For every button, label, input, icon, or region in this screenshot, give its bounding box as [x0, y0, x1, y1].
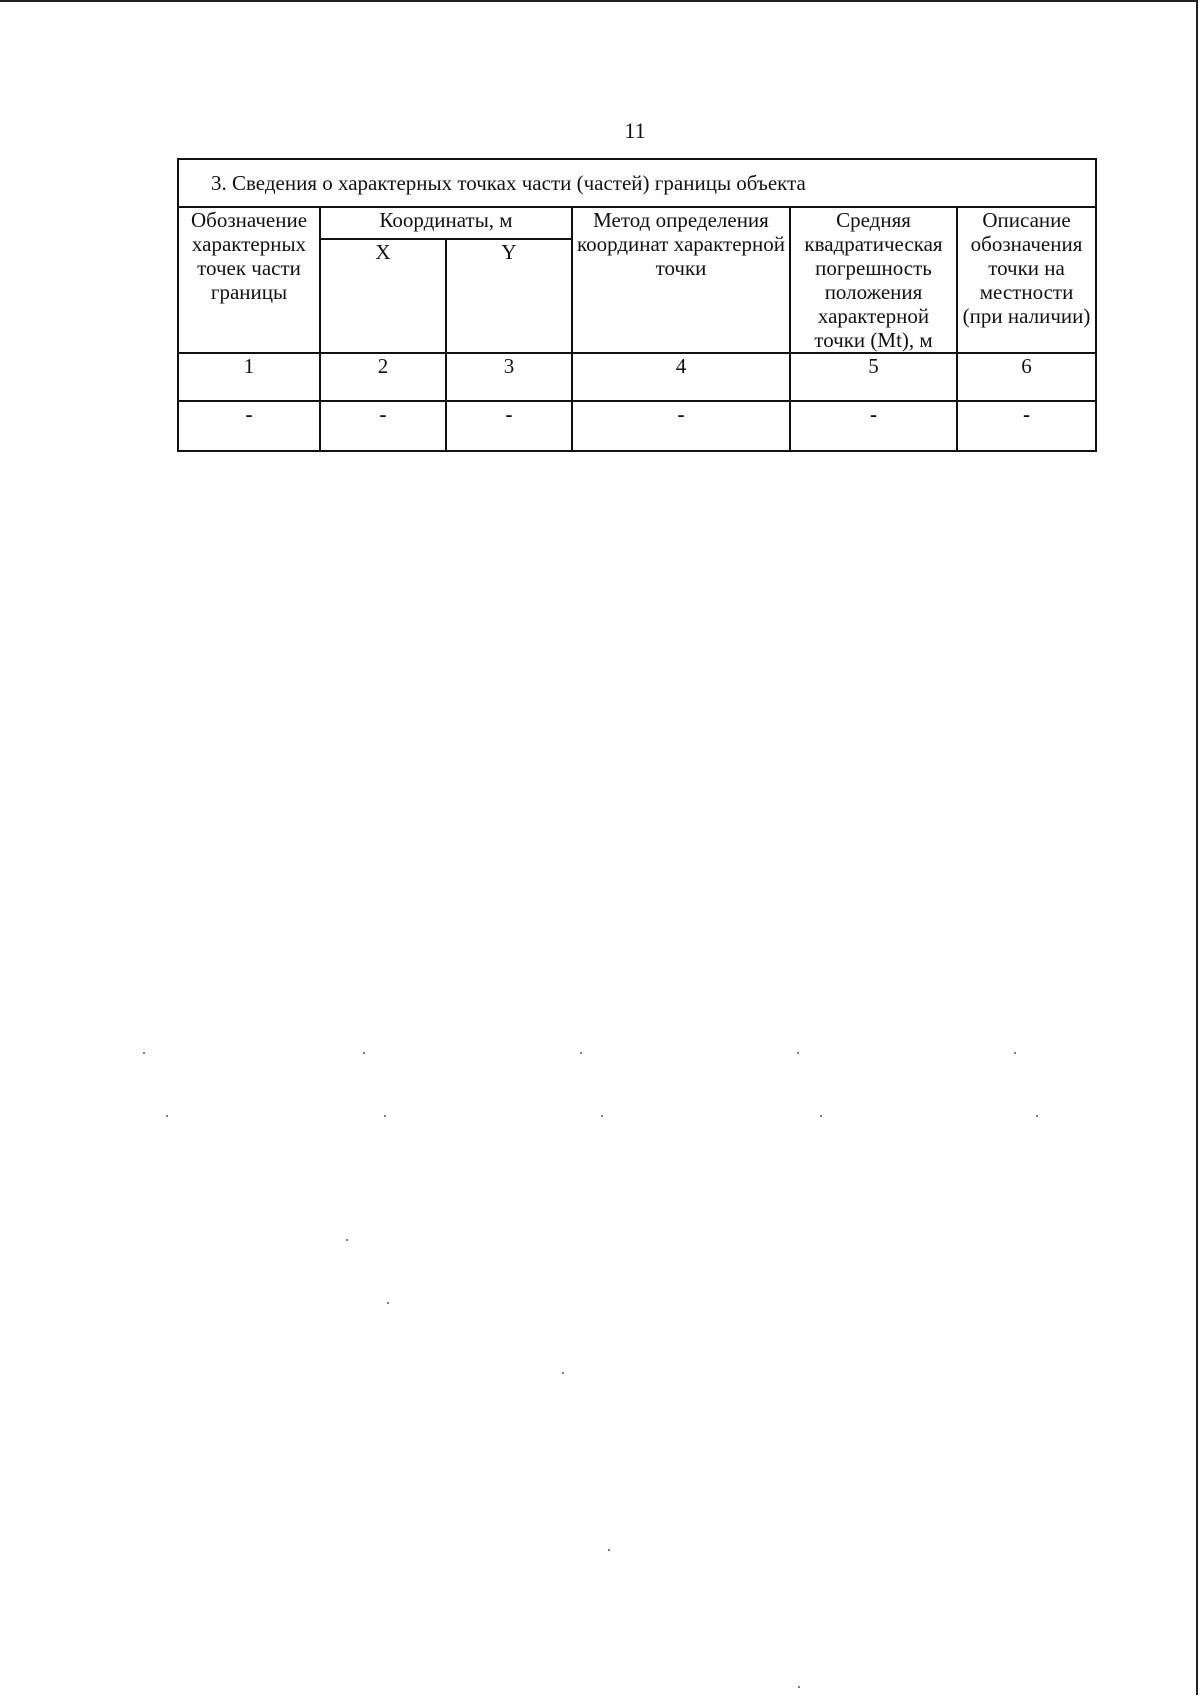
scan-speck	[166, 1115, 168, 1117]
header-coordinates: Координаты, м	[320, 207, 572, 239]
scan-speck	[346, 1239, 348, 1241]
column-number: 5	[790, 353, 957, 401]
table-cell: -	[178, 401, 320, 451]
scan-speck	[143, 1052, 145, 1054]
scan-speck	[608, 1549, 610, 1551]
column-number: 1	[178, 353, 320, 401]
table-row	[178, 401, 1096, 451]
header-accuracy: Средняя квадратическая погрешность положения характерной точки (Mt), м	[790, 207, 957, 353]
header-description: Описание обозначения точки на местности (при наличии)	[957, 207, 1096, 353]
column-numbers-row	[178, 353, 1096, 401]
column-number: 4	[572, 353, 790, 401]
scan-speck	[562, 1372, 564, 1374]
column-number: 2	[320, 353, 446, 401]
scan-speck	[363, 1052, 365, 1054]
scan-speck	[601, 1115, 603, 1117]
scan-speck	[798, 1686, 800, 1688]
scan-speck	[384, 1115, 386, 1117]
section-title: 3. Сведения о характерных точках части (частей) границы объекта	[178, 159, 1096, 207]
header-row	[178, 207, 1096, 239]
scan-speck	[580, 1052, 582, 1054]
header-y: Y	[446, 239, 572, 353]
scan-speck	[797, 1052, 799, 1054]
table-cell: -	[790, 401, 957, 451]
scan-speck	[387, 1302, 389, 1304]
page-number: 11	[624, 118, 646, 143]
table-title-row	[178, 159, 1096, 207]
header-method: Метод определения координат характерной точки	[572, 207, 790, 353]
scan-speck	[820, 1115, 822, 1117]
table-cell: -	[446, 401, 572, 451]
header-point-designation: Обозначение характерных точек части границы	[178, 207, 320, 353]
table-cell: -	[957, 401, 1096, 451]
header-x: X	[320, 239, 446, 353]
table-cell: -	[572, 401, 790, 451]
scan-speck	[1036, 1115, 1038, 1117]
scan-speck	[1014, 1052, 1016, 1054]
column-number: 3	[446, 353, 572, 401]
table-cell: -	[320, 401, 446, 451]
boundary-points-table	[177, 158, 1097, 452]
column-number: 6	[957, 353, 1096, 401]
